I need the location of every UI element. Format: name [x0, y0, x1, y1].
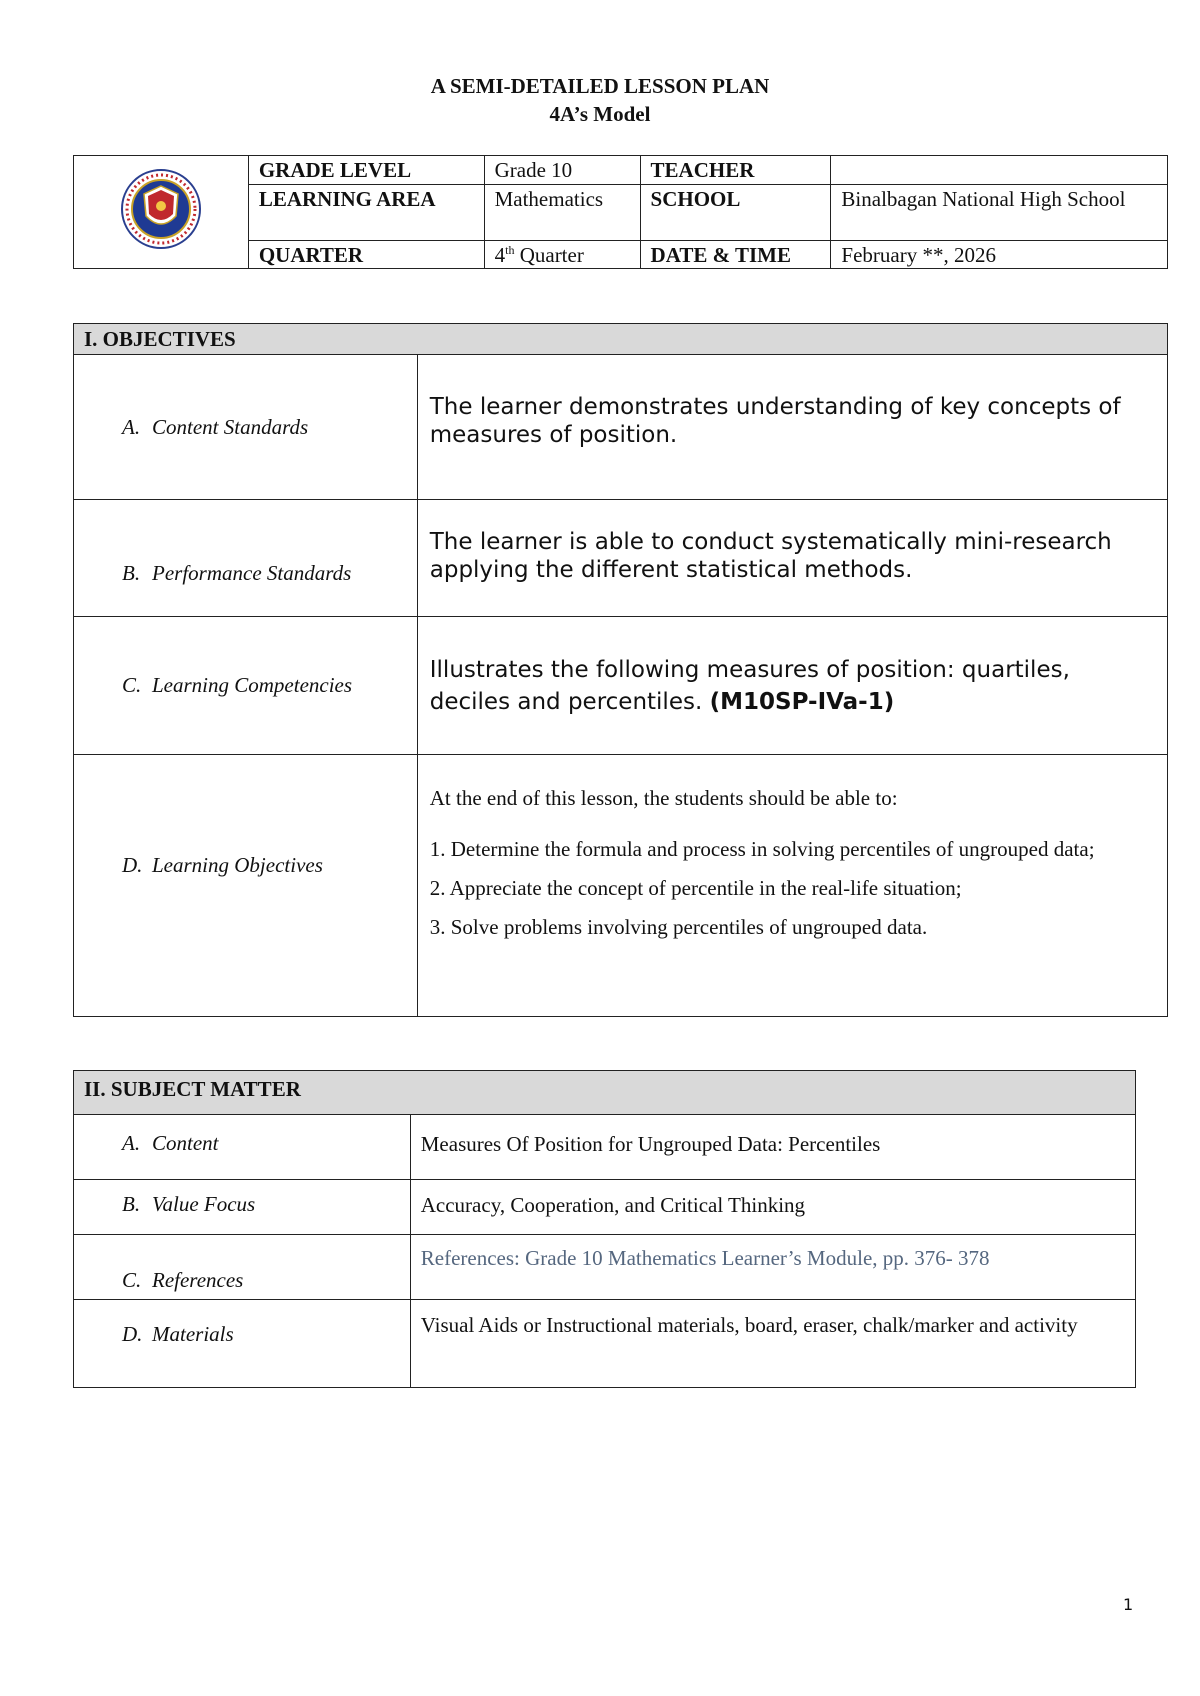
performance-standards-label: B. Performance Standards	[74, 500, 418, 617]
document-title: A SEMI-DETAILED LESSON PLAN	[430, 74, 770, 98]
objective-item-3: 3. Solve problems involving percentiles of ungrouped data.	[429, 915, 928, 939]
quarter-label: QUARTER	[248, 241, 484, 269]
objectives-table	[73, 323, 1168, 1017]
objectives-intro: At the end of this lesson, the students should be able to:	[429, 786, 898, 810]
content-standards-text: The learner demonstrates understanding of key concepts of measures of position.	[417, 355, 1167, 500]
content-label: A. Content	[74, 1115, 411, 1180]
objective-item-2: 2. Appreciate the concept of percentile in the real-life situation;	[429, 876, 962, 900]
date-time-value: February **, 2026	[831, 241, 1168, 269]
learning-area-label: LEARNING AREA	[248, 185, 484, 241]
content-text: Measures Of Position for Ungrouped Data: Percentiles	[410, 1115, 1135, 1180]
deped-logo-cell	[74, 156, 249, 269]
learning-competencies-label: C. Learning Competencies	[74, 617, 418, 755]
subject-matter-heading: II. SUBJECT MATTER	[74, 1071, 1136, 1115]
grade-level-label: GRADE LEVEL	[248, 156, 484, 185]
document-subtitle: 4A’s Model	[549, 102, 651, 126]
school-label: SCHOOL	[640, 185, 831, 241]
learning-objectives-text	[417, 755, 1167, 1017]
objectives-heading: I. OBJECTIVES	[74, 324, 1168, 355]
value-focus-label: B. Value Focus	[74, 1180, 411, 1235]
page-number: 1	[1123, 1595, 1134, 1614]
value-focus-text: Accuracy, Cooperation, and Critical Thinking	[410, 1180, 1135, 1235]
objective-item-1: 1. Determine the formula and process in solving percentiles of ungrouped data;	[429, 837, 1095, 861]
references-text: References: Grade 10 Mathematics Learner’s Module, pp. 376- 378	[410, 1235, 1135, 1300]
quarter-value	[484, 241, 640, 269]
subject-matter-table	[73, 1070, 1136, 1388]
references-label: C. References	[74, 1235, 411, 1300]
learning-competencies-text: Illustrates the following measures of position: quartiles, deciles and percentiles. (M10SP-IVa-1)	[417, 617, 1167, 755]
quarter-number: 4	[494, 243, 506, 267]
date-time-label: DATE & TIME	[640, 241, 831, 269]
teacher-value	[831, 156, 1168, 185]
quarter-word: Quarter	[514, 243, 584, 267]
content-standards-label: A. Content Standards	[74, 355, 418, 500]
learning-objectives-label: D. Learning Objectives	[74, 755, 418, 1017]
materials-text: Visual Aids or Instructional materials, board, eraser, chalk/marker and activity	[410, 1300, 1135, 1388]
materials-label: D. Materials	[74, 1300, 411, 1388]
teacher-label: TEACHER	[640, 156, 831, 185]
competency-code: (M10SP-IVa-1)	[709, 688, 895, 715]
header-table	[73, 155, 1168, 269]
grade-level-value: Grade 10	[484, 156, 640, 185]
school-value: Binalbagan National High School	[831, 185, 1168, 241]
quarter-suffix: th	[505, 243, 515, 257]
performance-standards-text: The learner is able to conduct systematically mini-research applying the different statistical methods.	[417, 500, 1167, 617]
deped-seal-icon	[120, 168, 202, 250]
learning-area-value: Mathematics	[484, 185, 640, 241]
